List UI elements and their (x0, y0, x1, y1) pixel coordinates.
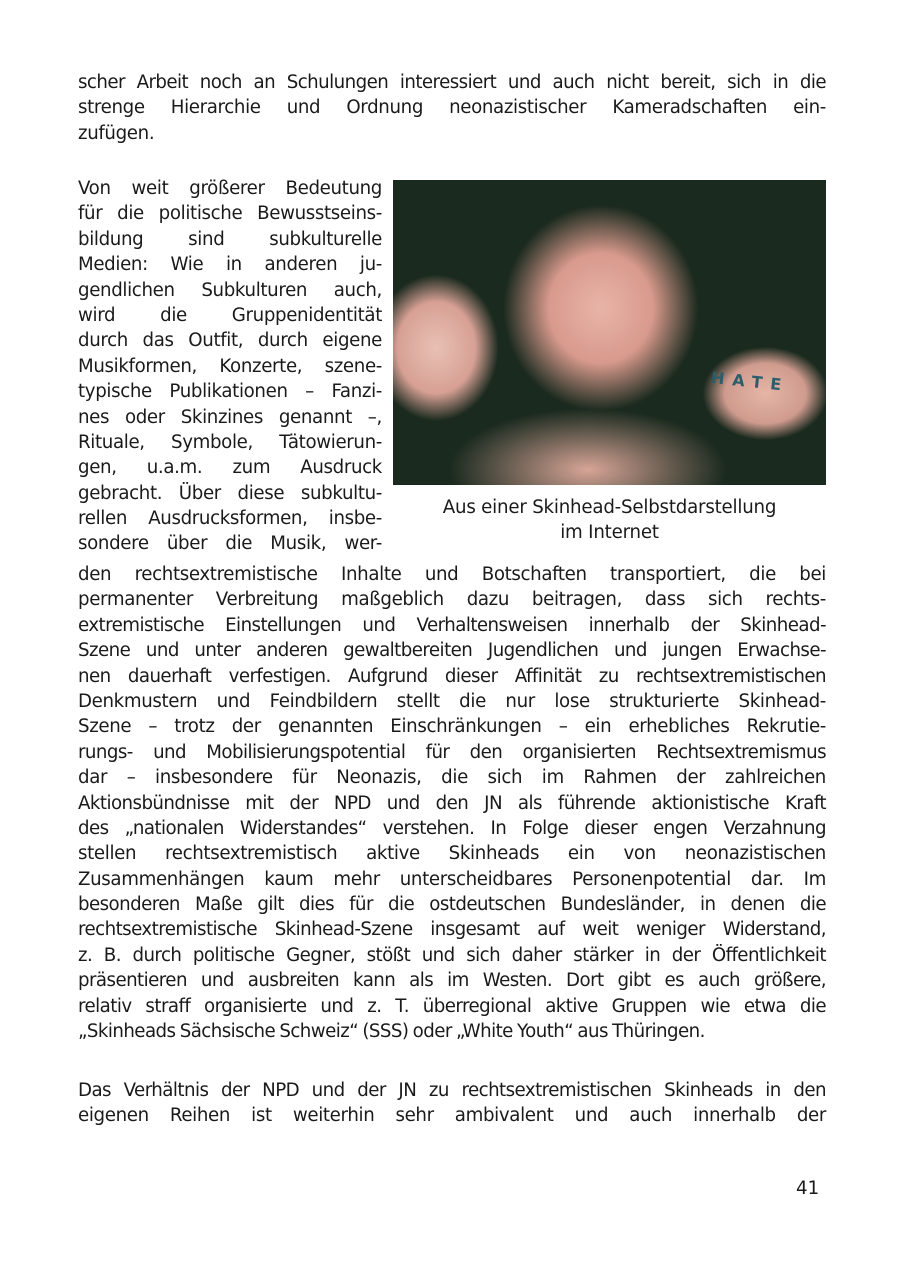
text-line: Szene – trotz der genannten Einschränkungen – ein erhebliches Rekrutie- (78, 716, 826, 738)
text-line: besonderen Maße gilt dies für die ostdeutschen Bundesländer, in denen die (78, 894, 826, 916)
text-line: bildung sind subkulturelle (78, 228, 382, 250)
text-line: extremistische Einstellungen und Verhaltensweisen innerhalb der Skinhead- (78, 614, 826, 636)
text-line: Das Verhältnis der NPD und der JN zu rechtsextremistischen Skinheads in den (78, 1080, 826, 1101)
paragraph-1 (78, 70, 826, 146)
text-line: gebracht. Über diese subkultu- (78, 482, 382, 504)
text-line: nen dauerhaft verfestigen. Aufgrund dieser Affinität zu rechtsextremistischen (78, 665, 826, 687)
skinhead-photo (393, 180, 826, 485)
text-line: sondere über die Musik, wer- (78, 533, 382, 555)
text-line: Zusammenhängen kaum mehr unterscheidbares Personenpotential dar. Im (78, 868, 826, 890)
text-line: wird die Gruppenidentität (78, 304, 382, 326)
text-line: den rechtsextremistische Inhalte und Botschaften transportiert, die bei (78, 564, 826, 585)
text-line: relativ straff organisierte und z. T. überregional aktive Gruppen wie etwa die (78, 995, 826, 1017)
text-line: zufügen. (78, 122, 155, 144)
text-line: Medien: Wie in anderen ju- (78, 254, 382, 276)
text-line: nes oder Skinzines genannt –, (78, 406, 382, 428)
text-line: Von weit größerer Bedeutung (78, 178, 382, 199)
text-line: strenge Hierarchie und Ordnung neonazistischer Kameradschaften ein- (78, 97, 826, 119)
knuckle-tattoo-text: HATE (710, 367, 791, 396)
text-line: eigenen Reihen ist weiterhin sehr ambivalent und auch innerhalb der (78, 1105, 826, 1127)
text-line: Rituale, Symbole, Tätowierun- (78, 431, 382, 453)
text-line: rechtsextremistische Skinhead-Szene insgesamt auf weit weniger Widerstand, (78, 919, 826, 941)
paragraph-2-narrow (78, 176, 382, 557)
page-number: 41 (796, 1178, 820, 1199)
text-line: „Skinheads Sächsische Schweiz“ (SSS) oder „White Youth“ aus Thüringen. (78, 1021, 705, 1043)
caption-line: im Internet (560, 522, 659, 544)
text-line: Szene und unter anderen gewaltbereiten Jugendlichen und jungen Erwachse- (78, 640, 826, 662)
text-line: permanenter Verbreitung maßgeblich dazu beitragen, dass sich rechts- (78, 589, 826, 611)
text-line: rellen Ausdrucksformen, insbe- (78, 508, 382, 530)
text-line: rungs- und Mobilisierungspotential für den organisierten Rechtsextremismus (78, 741, 826, 763)
text-line: des „nationalen Widerstandes“ verstehen. In Folge dieser engen Verzahnung (78, 817, 826, 839)
paragraph-2-wide (78, 562, 826, 1044)
figure (393, 180, 826, 546)
text-line: dar – insbesondere für Neonazis, die sich im Rahmen der zahlreichen (78, 767, 826, 789)
text-line: stellen rechtsextremistisch aktive Skinheads ein von neonazistischen (78, 843, 826, 865)
text-line: typische Publikationen – Fanzi- (78, 381, 382, 403)
paragraph-3 (78, 1078, 826, 1129)
text-line: scher Arbeit noch an Schulungen interessiert und auch nicht bereit, sich in die (78, 72, 826, 93)
text-line: für die politische Bewusstseins- (78, 203, 382, 225)
text-line: präsentieren und ausbreiten kann als im Westen. Dort gibt es auch größere, (78, 970, 826, 992)
text-line: Denkmustern und Feindbildern stellt die nur lose strukturierte Skinhead- (78, 690, 826, 712)
text-line: durch das Outfit, durch eigene (78, 330, 382, 352)
text-line: z. B. durch politische Gegner, stößt und sich daher stärker in der Öffentlichkeit (78, 944, 826, 966)
text-line: gen, u.a.m. zum Ausdruck (78, 457, 382, 479)
caption-line: Aus einer Skinhead-Selbstdarstellung (442, 497, 777, 518)
text-line: Musikformen, Konzerte, szene- (78, 355, 382, 377)
text-line: Aktionsbündnisse mit der NPD und den JN als führende aktionistische Kraft (78, 792, 826, 814)
text-line: gendlichen Subkulturen auch, (78, 279, 382, 301)
figure-caption (393, 495, 826, 546)
